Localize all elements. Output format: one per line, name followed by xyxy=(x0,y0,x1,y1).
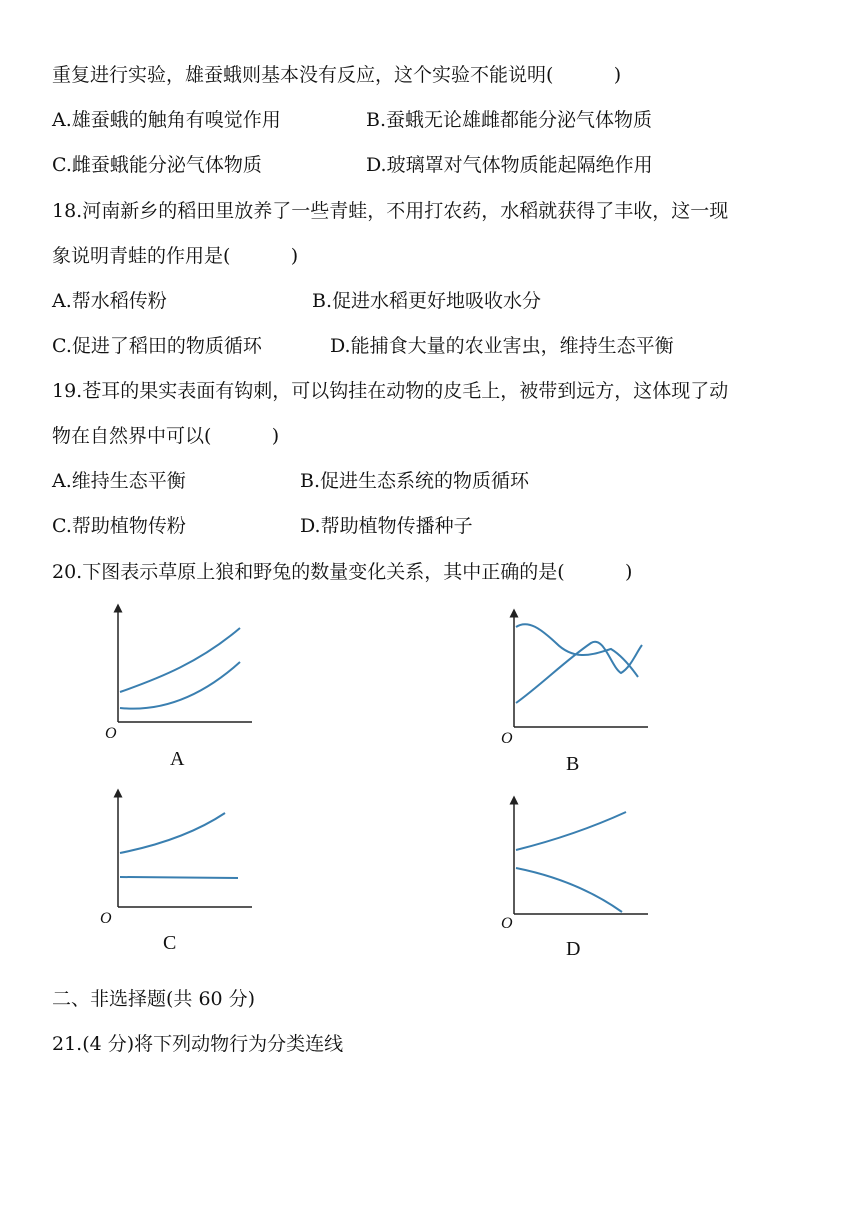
graph-c-label: C xyxy=(163,932,177,954)
q18-option-b: B.促进水稻更好地吸收水分 xyxy=(312,290,542,312)
q19-option-b: B.促进生态系统的物质循环 xyxy=(300,470,530,492)
q18-option-a: A.帮水稻传粉 xyxy=(52,290,167,312)
q17-option-a: A.雄蚕蛾的触角有嗅觉作用 xyxy=(52,109,281,131)
graph-d-origin: O xyxy=(501,915,513,932)
curve-wolf xyxy=(516,642,642,703)
q19-option-a: A.维持生态平衡 xyxy=(52,470,186,492)
q17-option-c: C.雌蚕蛾能分泌气体物质 xyxy=(52,154,262,176)
curve-rabbit xyxy=(516,624,638,677)
curve-rising xyxy=(516,812,626,850)
q18-option-c: C.促进了稻田的物质循环 xyxy=(52,335,262,357)
q19-option-c: C.帮助植物传粉 xyxy=(52,515,186,537)
q21-stem: 21.(4 分)将下列动物行为分类连线 xyxy=(52,1033,344,1055)
q17-stem: 重复进行实验，雄蚕蛾则基本没有反应，这个实验不能说明( ) xyxy=(52,64,622,86)
curve-falling xyxy=(516,868,622,912)
q18-stem-line2: 象说明青蛙的作用是( ) xyxy=(52,245,299,267)
graph-a xyxy=(100,600,260,730)
q17-option-d: D.玻璃罩对气体物质能起隔绝作用 xyxy=(366,154,653,176)
curve-rising xyxy=(120,813,225,853)
graph-a-label: A xyxy=(170,748,185,770)
graph-b-label: B xyxy=(566,753,580,775)
graph-d-label: D xyxy=(566,938,581,960)
curve-upper xyxy=(120,628,240,692)
graph-d xyxy=(496,792,656,922)
q20-stem: 20.下图表示草原上狼和野兔的数量变化关系，其中正确的是( ) xyxy=(52,561,633,583)
q19-option-d: D.帮助植物传播种子 xyxy=(300,515,473,537)
graph-a-origin: O xyxy=(105,725,117,742)
graph-b-origin: O xyxy=(501,730,513,747)
q19-stem-line2: 物在自然界中可以( ) xyxy=(52,425,280,447)
q17-option-b: B.蚕蛾无论雄雌都能分泌气体物质 xyxy=(366,109,653,131)
curve-flat xyxy=(120,877,238,878)
graph-b xyxy=(496,605,656,735)
q19-stem-line1: 19.苍耳的果实表面有钩刺，可以钩挂在动物的皮毛上，被带到远方，这体现了动 xyxy=(52,380,729,402)
q18-option-d: D.能捕食大量的农业害虫，维持生态平衡 xyxy=(330,335,674,357)
section-heading: 二、非选择题(共 60 分) xyxy=(52,988,256,1010)
graph-c xyxy=(100,785,260,915)
q18-stem-line1: 18.河南新乡的稻田里放养了一些青蛙，不用打农药，水稻就获得了丰收，这一现 xyxy=(52,200,729,222)
graph-c-origin: O xyxy=(100,910,112,927)
